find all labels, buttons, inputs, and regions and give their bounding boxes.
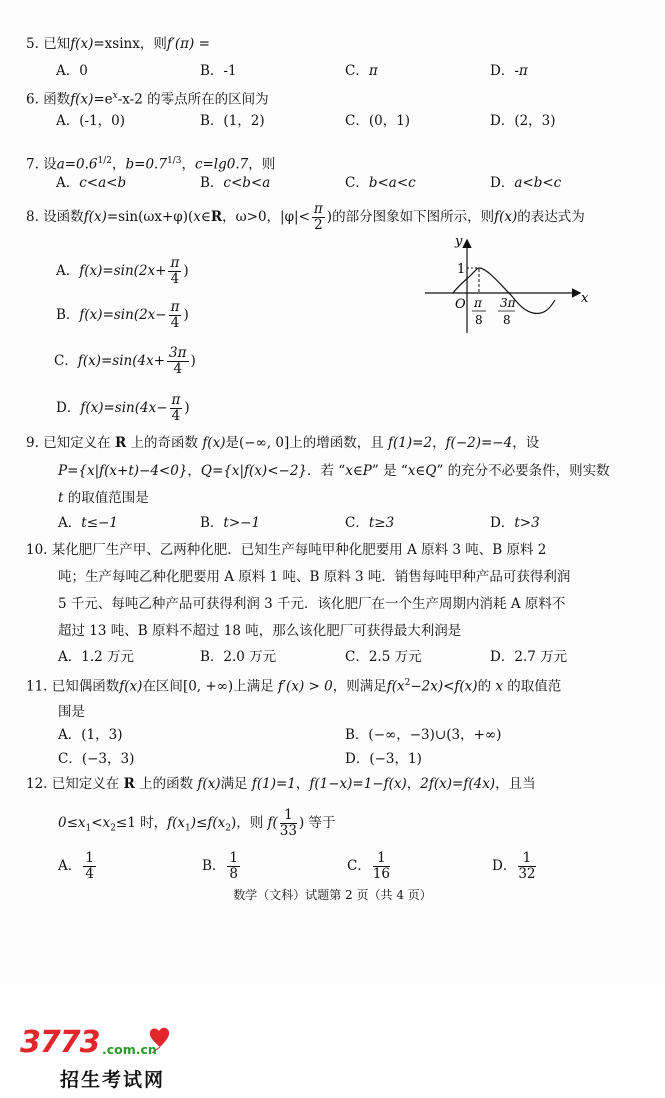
logo-number: 3773 (20, 1025, 100, 1060)
option-c: C．t≥3 (345, 515, 395, 531)
stem-text: 函数 (43, 91, 71, 108)
option-b: B． $\frac{1}{8}$ (202, 850, 239, 882)
question-12-line-2: $0\le x_1<x_2\le 1$ 时，$f(x_1)\le f(x_2)$，则 f( $\frac{1}{33}$ ) 等于 (58, 807, 336, 839)
option-a: A．f(x)=sin(2x+ $\frac{\pi}{4}$ ) (56, 255, 189, 287)
stem-text: 已知 (43, 36, 71, 52)
option-c: C．b<a<c (345, 175, 416, 191)
question-number: 12. (26, 776, 48, 792)
site-watermark-logo[interactable] (18, 1025, 188, 1095)
option-b: B．t>−1 (200, 515, 261, 531)
tick-pi-8-den: 8 (475, 313, 483, 327)
option-c: C．f(x)=sin(4x+ $\frac{3\pi}{4}$ ) (54, 345, 196, 377)
question-10-line-1: 10. 某化肥厂生产甲、乙两种化肥．已知生产每吨甲种化肥要用 A 原料 3 吨、B 原料 2 (26, 542, 547, 558)
derivative-symbol: f′(π) (166, 36, 195, 52)
stem-text: =e (93, 91, 113, 108)
option-d: D．t>3 (490, 515, 540, 531)
option-b: B．2.0 万元 (200, 649, 277, 665)
y-axis-label: y (455, 235, 463, 249)
var-a: a=0.6 (56, 156, 98, 173)
option-c: C．(0，1) (345, 113, 411, 129)
interval: [0, +∞) (182, 678, 234, 695)
option-c: C．2.5 万元 (345, 649, 422, 665)
question-7-stem: 7. 设$a=0.6^{1/2}$，$b=0.7^{1/3}$，c=lg0.7，则 (26, 156, 276, 173)
option-b: B．(1，2) (200, 113, 265, 129)
stem-text: =sin(ωx+φ)( (106, 209, 194, 225)
exponent: 1/2 (97, 156, 113, 166)
option-a: A．1.2 万元 (58, 649, 135, 665)
question-number: 7. (26, 156, 39, 173)
reals-symbol: R (210, 209, 223, 225)
function-symbol: f(x) (83, 209, 107, 225)
interval: (−∞, 0] (238, 435, 290, 451)
option-a: A．(-1，0) (56, 113, 126, 129)
stem-text: =xsinx (93, 36, 140, 52)
question-5-stem (26, 35, 210, 53)
set-q: Q={x|f(x)<−2} (200, 463, 307, 479)
stem-text: = (194, 36, 210, 52)
question-9-line-3: t 的取值范围是 (58, 490, 149, 506)
function-symbol: f(x) (70, 36, 94, 52)
exponent: 1/3 (166, 156, 182, 166)
option-c: C． $\frac{1}{16}$ (347, 850, 391, 882)
question-number: 10. (26, 542, 48, 558)
option-d: D．a<b<c (490, 175, 562, 191)
exponent: x (112, 91, 118, 101)
origin-label: O (455, 297, 466, 312)
x-axis-label: x (581, 291, 589, 306)
option-d: D．2.7 万元 (490, 649, 568, 665)
option-a: A．c<a<b (56, 175, 127, 191)
option-d: D．f(x)=sin(4x− $\frac{\pi}{4}$ ) (56, 392, 190, 424)
question-10-line-3: 5 千元、每吨乙种产品可获得利润 3 千元．该化肥厂在一个生产周期内消耗 A 原料不 (58, 596, 566, 612)
page-footer: 数学（文科）试题第 2 页（共 4 页） (233, 888, 432, 902)
question-10-line-2: 吨；生产每吨乙种化肥要用 A 原料 1 吨、B 原料 3 吨．销售每吨甲种产品可获得利润 (58, 569, 571, 585)
option-a: A．(1，3) (58, 727, 123, 743)
sine-graph-figure (415, 235, 590, 335)
option-b: B．(−∞，−3)∪(3，+∞) (345, 727, 502, 743)
question-number: 6. (26, 91, 39, 108)
set-p: P={x|f(x+t)−4<0} (58, 463, 188, 479)
stem-text: 的零点所在的区间为 (142, 91, 269, 108)
option-b: B．f(x)=sin(2x− $\frac{\pi}{4}$ ) (56, 299, 189, 331)
option-a: A． $\frac{1}{4}$ (58, 850, 94, 882)
logo-domain: .com.cn (102, 1042, 157, 1057)
question-9-line-1: 9. 已知定义在 R 上的奇函数 f(x)是(−∞, 0]上的增函数，且 f(1)=2，f(−2)=−4，设 (26, 435, 540, 451)
tick-3pi-8-num: 3π (500, 296, 516, 310)
stem-text: -x-2 (117, 91, 143, 108)
option-d: D． $\frac{1}{32}$ (492, 850, 536, 882)
question-9-line-2: P={x|f(x+t)−4<0}，Q={x|f(x)<−2}．若 “x∈P” 是 “x∈Q” 的充分不必要条件，则实数 (58, 463, 610, 479)
function-symbol: f(x) (70, 91, 94, 108)
stem-text: ，则 (139, 36, 167, 52)
question-number: 8. (26, 209, 39, 225)
question-12-line-1: 12. 已知定义在 R 上的函数 f(x)满足 f(1)=1，f(1−x)=1−f(x)，2f(x)=f(4x)，且当 (26, 776, 536, 792)
logo-tagline: 招生考试网 (60, 1069, 166, 1091)
option-c: C．π (345, 63, 378, 79)
option-b: B．c<b<a (200, 175, 271, 191)
question-number: 9. (26, 435, 39, 451)
option-c: C．(−3，3) (58, 751, 135, 767)
question-number: 5. (26, 36, 39, 52)
option-d: D．-π (490, 63, 528, 79)
stem-text: 设 (43, 156, 57, 173)
stem-text: 设函数 (43, 209, 84, 225)
option-a: A．t≤−1 (58, 515, 118, 531)
option-d: D．(−3，1) (345, 751, 422, 767)
question-11-line-1: 11. 已知偶函数f(x)在区间[0, +∞)上满足 f′(x) > 0，则满足$f(x^2-2x)<f(x)$的 x 的取值范 (26, 678, 562, 695)
question-number: 11. (26, 678, 48, 695)
question-6-stem (26, 87, 269, 109)
question-11-line-2: 围是 (58, 704, 85, 720)
question-10-line-4: 超过 13 吨、B 原料不超过 18 吨，那么该化肥厂可获得最大利润是 (58, 623, 462, 639)
option-b: B．-1 (200, 63, 237, 79)
question-8-stem: 8. 设函数f(x)=sin(ωx+φ)(x∈R，ω>0，|φ|< $\frac{\pi}{2}$ )的部分图象如下图所示，则f(x)的表达式为 (26, 201, 585, 233)
tick-pi-8-num: π (474, 296, 482, 310)
option-a: A．0 (56, 63, 88, 79)
max-value-label: 1 (457, 262, 466, 277)
var-b: b=0.7 (125, 156, 167, 173)
option-d: D．(2，3) (490, 113, 556, 129)
tick-3pi-8-den: 8 (503, 313, 511, 327)
var-c: c=lg0.7 (194, 156, 249, 173)
